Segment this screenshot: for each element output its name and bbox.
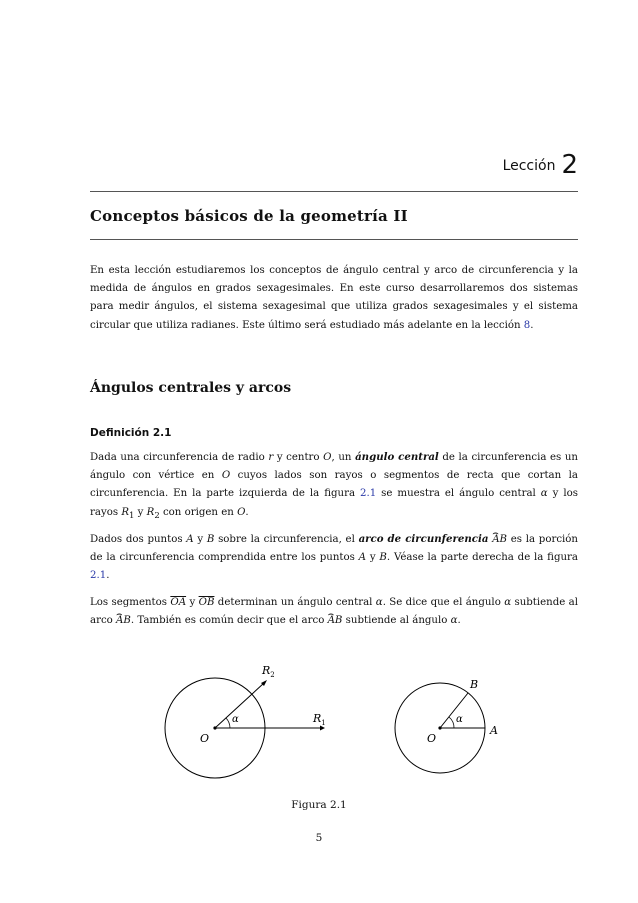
ray-R2: [215, 683, 264, 728]
var-A: A: [358, 552, 367, 564]
segment-OB: [440, 693, 468, 728]
definition-paragraph-2: [90, 530, 578, 586]
lesson-header: [503, 150, 578, 180]
text: Los segmentos: [90, 597, 171, 608]
text: y: [186, 597, 199, 608]
arc-AB: ⌢ AB: [116, 615, 131, 626]
text: y: [193, 534, 207, 545]
var-alpha: α: [540, 488, 548, 500]
text: cuyos lados son rayos o segmentos de recta que cortan la circunferencia. En la parte izquierda de la figura: [90, 470, 578, 500]
text: .: [457, 615, 461, 627]
definition-paragraph-1: [90, 448, 578, 525]
var-B: B: [379, 552, 387, 564]
text: y: [366, 552, 380, 564]
text: y centro: [273, 452, 324, 463]
var-alpha: α: [375, 597, 383, 608]
right-diagram: [395, 678, 498, 773]
text: .: [106, 570, 110, 582]
left-diagram: [165, 664, 326, 778]
arc-AB: ⌢ AB: [328, 615, 343, 626]
segment-OA: $\overline{OA}$: [170, 597, 187, 608]
lesson-number: 2: [561, 150, 578, 180]
intro-paragraph: [90, 262, 578, 335]
label-O: O: [427, 732, 437, 745]
top-rule: [90, 191, 578, 192]
intro-end: .: [530, 319, 534, 331]
figure-2-1: [150, 660, 520, 790]
text: subtiende al ángulo: [342, 615, 451, 627]
label-B: B: [470, 678, 479, 691]
bottom-rule: [90, 239, 578, 240]
figure-caption: Figura 2.1: [291, 799, 347, 811]
page-number: 5: [315, 832, 323, 844]
text: y: [134, 506, 147, 518]
term-arc: arco de circunferencia: [358, 533, 489, 545]
text: Dada una circunferencia de radio: [90, 452, 269, 463]
right-angle-arc: [449, 717, 454, 728]
figure-link[interactable]: 2.1: [360, 488, 377, 500]
text: se muestra el ángulo central: [376, 488, 541, 500]
label-alpha: α: [456, 714, 463, 725]
section-title: Ángulos centrales y arcos: [90, 380, 292, 396]
arc-AB: ⌢ AB: [492, 534, 507, 545]
label-O: O: [200, 732, 210, 745]
var-B: B: [206, 534, 215, 545]
var-R2: R: [146, 506, 155, 518]
text: . También es común decir que el arco: [130, 615, 328, 627]
text: .: [245, 506, 249, 518]
var-O: O: [237, 506, 246, 518]
text: de la circunferencia es un ángulo con vértice en: [90, 452, 578, 482]
figure-link[interactable]: 2.1: [90, 570, 107, 582]
sub-1: 1: [128, 510, 135, 521]
text: con origen en: [159, 506, 238, 518]
segment-OB: $\overline{OB}$: [198, 597, 215, 608]
label-R1: $R_1$: [313, 712, 326, 727]
sub-2: 2: [154, 510, 160, 521]
text: subtiende al arco: [90, 597, 578, 627]
lesson-word: Lección: [502, 158, 556, 174]
text: Dados dos puntos: [90, 534, 187, 545]
var-alpha: α: [504, 597, 512, 608]
definition-paragraph-3: [90, 594, 578, 630]
lesson-8-link[interactable]: 8: [523, 319, 531, 331]
text: sobre la circunferencia, el: [214, 534, 359, 545]
text: y los rayos: [90, 488, 578, 518]
text: . Véase la parte derecha de la figura: [386, 552, 578, 564]
var-O: O: [323, 452, 332, 463]
chapter-title: Conceptos básicos de la geometría II: [90, 207, 408, 225]
var-A: A: [186, 534, 194, 545]
var-R1: R: [121, 506, 129, 518]
label-A: A: [490, 724, 498, 737]
left-angle-arc: [226, 718, 230, 728]
text: . Se dice que el ángulo: [382, 597, 505, 608]
text: es la porción de la circunferencia comprendida entre los puntos: [90, 534, 578, 564]
label-R2: $R_2$: [262, 664, 275, 679]
definition-title: Definición 2.1: [90, 427, 172, 439]
text: , un: [331, 452, 356, 463]
label-alpha: α: [232, 714, 239, 725]
term-central-angle: ángulo central: [355, 451, 439, 463]
intro-text: En esta lección estudiaremos los conceptos de ángulo central y arco de circunferencia y la medida de ángulos en grados sexagesimales. En este curso desarrollaremos dos sistemas para medir ángulos, el sistema sexagesimal que utiliza grados sexagesimales y el sistema circular que utiliza radianes. Este último será estudiado más adelante en la lección: [90, 265, 578, 331]
var-r: r: [268, 452, 274, 463]
var-O: O: [221, 470, 231, 482]
text: determinan un ángulo central: [214, 597, 376, 608]
var-alpha: α: [450, 615, 458, 627]
